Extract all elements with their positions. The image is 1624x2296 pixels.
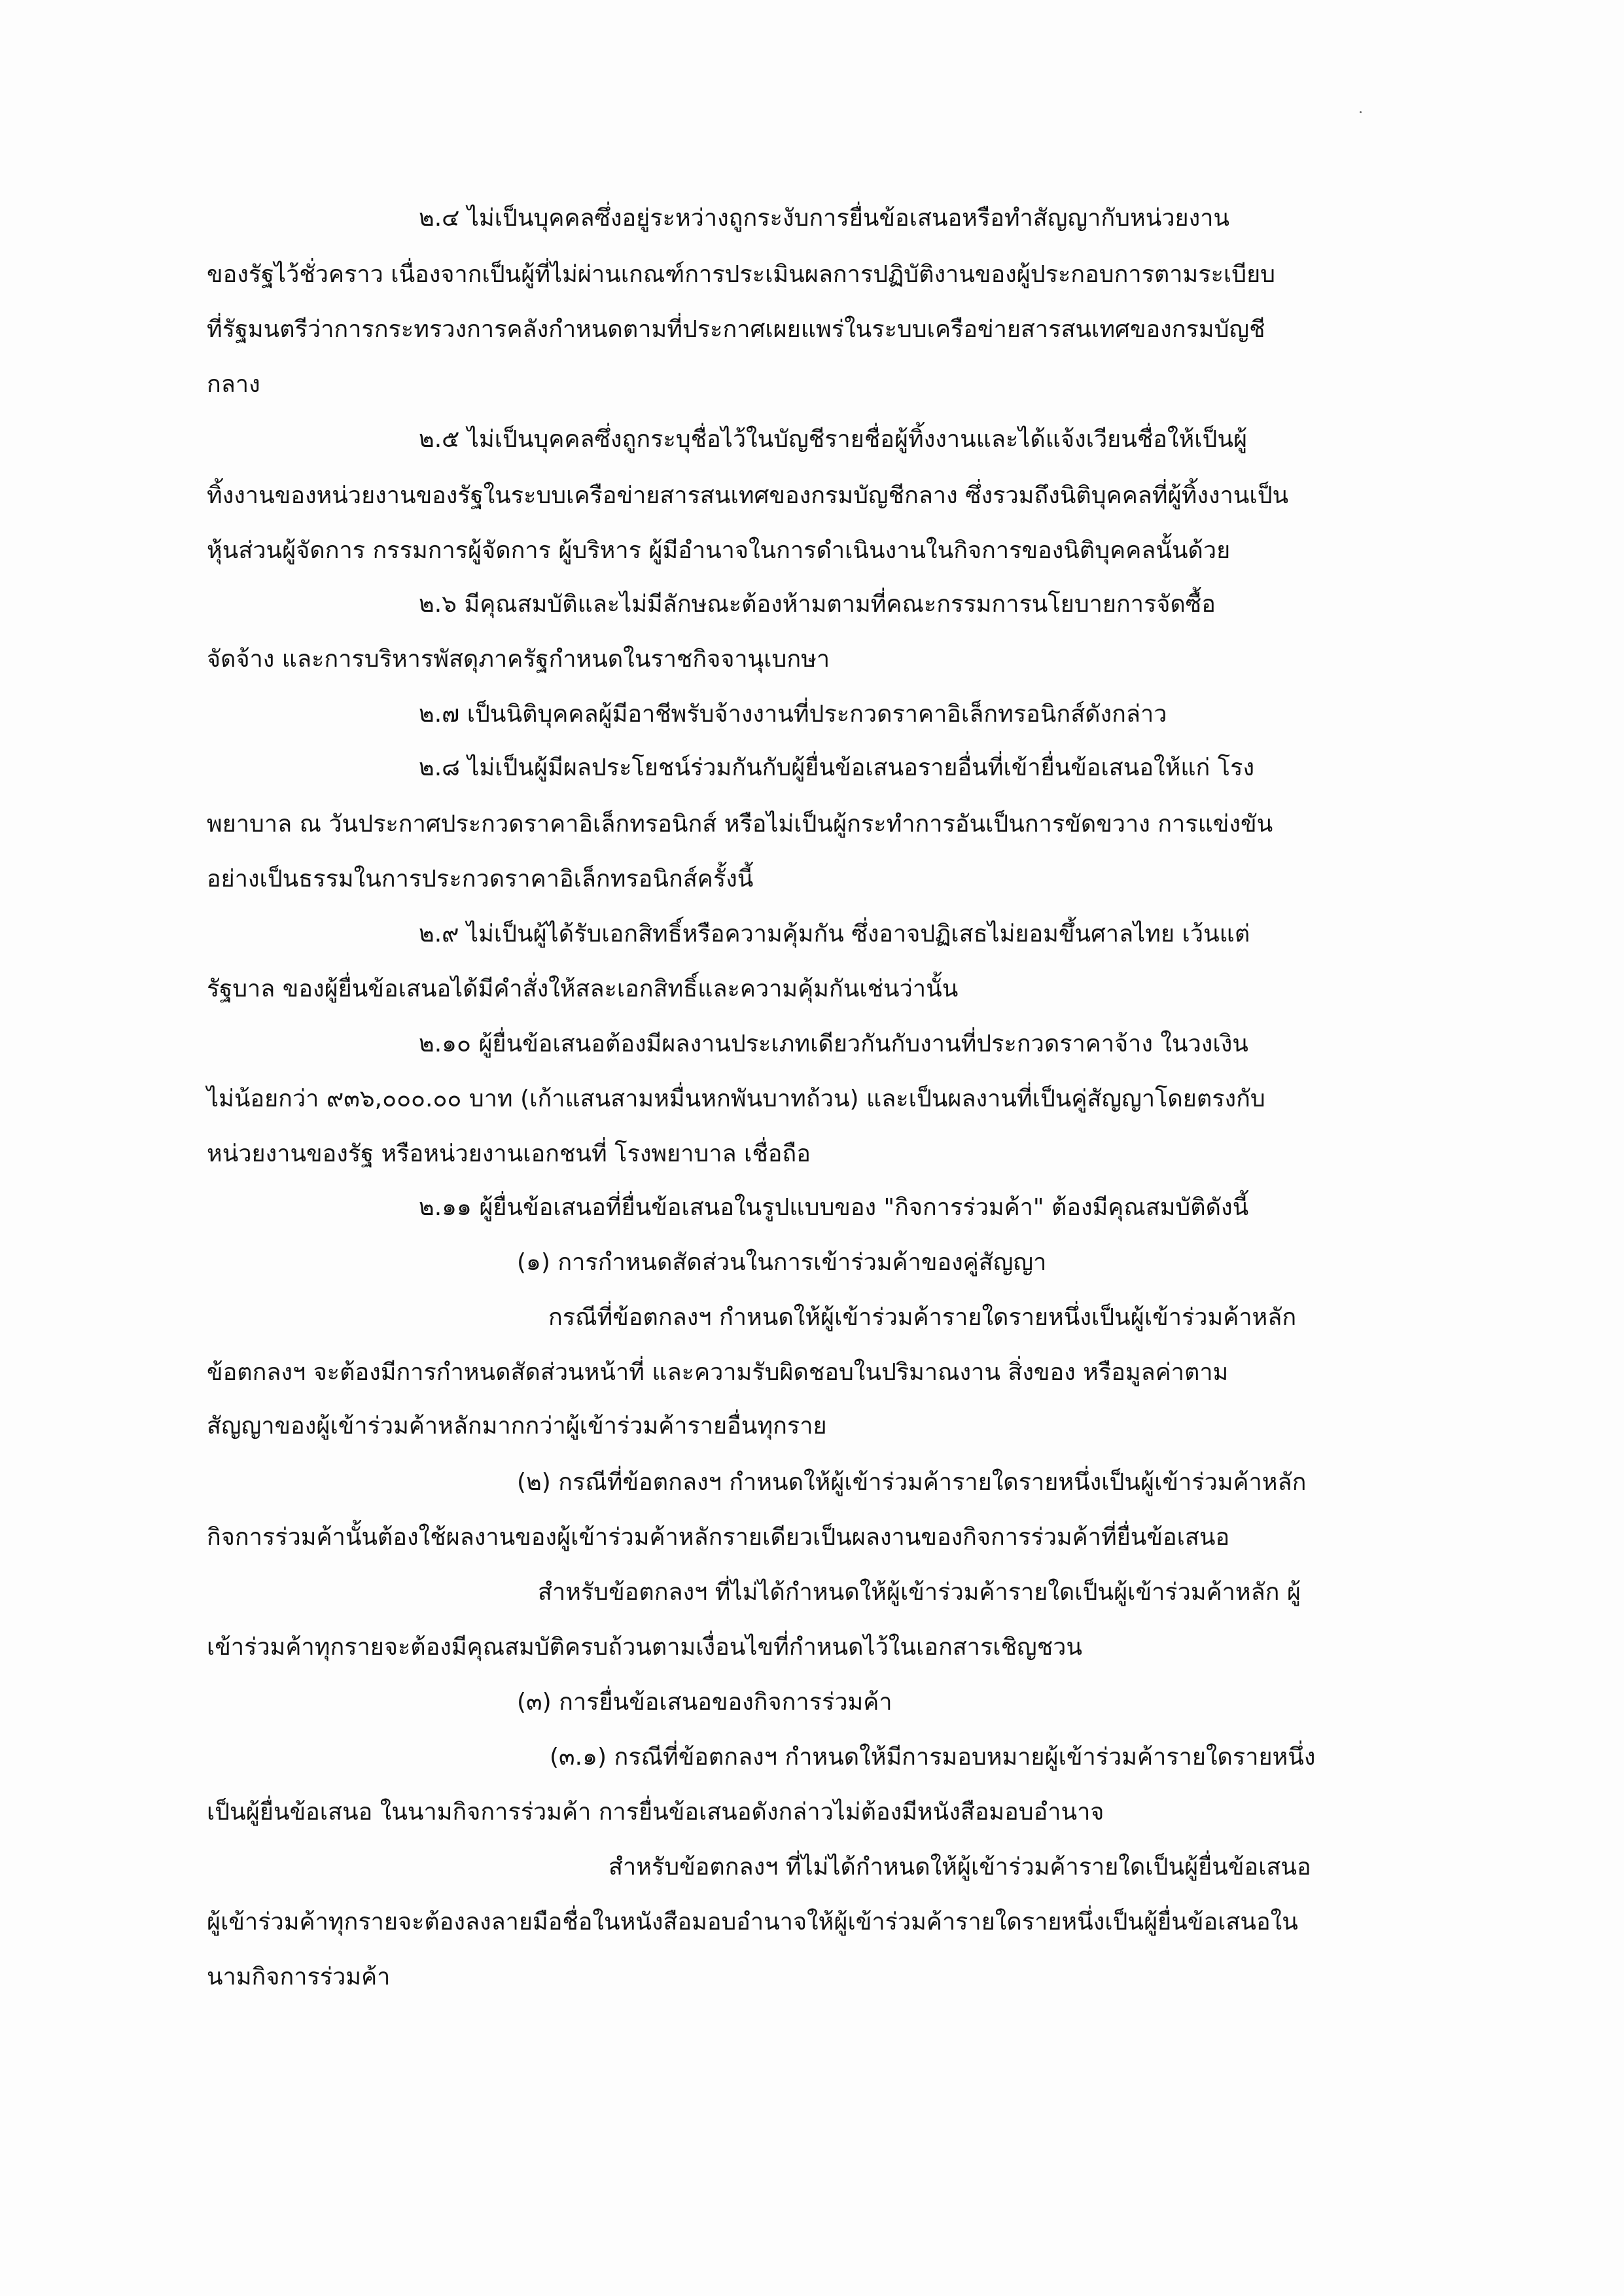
scan-speck bbox=[1360, 111, 1362, 113]
clause-2-11-sub-2-line-4: เข้าร่วมค้าทุกรายจะต้องมีคุณสมบัติครบถ้วนตามเงื่อนไขที่กำหนดไว้ในเอกสารเชิญชวน bbox=[207, 1634, 1082, 1661]
clause-2-11-sub-2-line-2: กิจการร่วมค้านั้นต้องใช้ผลงานของผู้เข้าร่วมค้าหลักรายเดียวเป็นผลงานของกิจการร่วมค้าที่ยื่นข้อเสนอ bbox=[207, 1524, 1230, 1551]
clause-2-11-sub-2-line-3: สำหรับข้อตกลงฯ ที่ไม่ได้กำหนดให้ผู้เข้าร่วมค้ารายใดเป็นผู้เข้าร่วมค้าหลัก ผู้ bbox=[538, 1579, 1301, 1606]
clause-2-8-line-3: อย่างเป็นธรรมในการประกวดราคาอิเล็กทรอนิกส์ครั้งนี้ bbox=[207, 866, 754, 892]
clause-2-11-sub-3-1-line-5: นามกิจการร่วมค้า bbox=[207, 1964, 391, 1990]
clause-2-5-line-3: หุ้นส่วนผู้จัดการ กรรมการผู้จัดการ ผู้บริหาร ผู้มีอำนาจในการดำเนินงานในกิจการของนิติบุคคลนั้นด้วย bbox=[207, 537, 1231, 564]
clause-2-11-sub-3-1-line-3: สำหรับข้อตกลงฯ ที่ไม่ได้กำหนดให้ผู้เข้าร่วมค้ารายใดเป็นผู้ยื่นข้อเสนอ bbox=[609, 1854, 1311, 1881]
clause-2-5-line-1: ๒.๕ ไม่เป็นบุคคลซึ่งถูกระบุชื่อไว้ในบัญชีรายชื่อผู้ทิ้งงานและได้แจ้งเวียนชื่อให้เป็นผู้ bbox=[419, 426, 1248, 453]
clause-2-11-line-1: ๒.๑๑ ผู้ยื่นข้อเสนอที่ยื่นข้อเสนอในรูปแบบของ "กิจการร่วมค้า" ต้องมีคุณสมบัติดังนี้ bbox=[419, 1194, 1249, 1221]
clause-2-10-line-2: ไม่น้อยกว่า ๙๓๖,๐๐๐.๐๐ บาท (เก้าแสนสามหมื่นหกพันบาทถ้วน) และเป็นผลงานที่เป็นคู่สัญญาโดยตรงกับ bbox=[207, 1086, 1265, 1112]
clause-2-4-line-4: กลาง bbox=[207, 371, 260, 398]
clause-2-8-line-2: พยาบาล ณ วันประกาศประกวดราคาอิเล็กทรอนิกส์ หรือไม่เป็นผู้กระทำการอันเป็นการขัดขวาง การแข่งขัน bbox=[207, 811, 1273, 838]
clause-2-11-sub-1-line-2: ข้อตกลงฯ จะต้องมีการกำหนดสัดส่วนหน้าที่ และความรับผิดชอบในปริมาณงาน สิ่งของ หรือมูลค่าตาม bbox=[207, 1359, 1229, 1386]
clause-2-8-line-1: ๒.๘ ไม่เป็นผู้มีผลประโยชน์ร่วมกันกับผู้ยื่นข้อเสนอรายอื่นที่เข้ายื่นข้อเสนอให้แก่ โรง bbox=[419, 754, 1255, 781]
clause-2-11-sub-3-heading: (๓) การยื่นข้อเสนอของกิจการร่วมค้า bbox=[517, 1689, 892, 1716]
clause-2-6-line-2: จัดจ้าง และการบริหารพัสดุภาครัฐกำหนดในราชกิจจานุเบกษา bbox=[207, 646, 830, 673]
clause-2-5-line-2: ทิ้งงานของหน่วยงานของรัฐในระบบเครือข่ายสารสนเทศของกรมบัญชีกลาง ซึ่งรวมถึงนิติบุคคลที่ผู้ทิ้งงานเป็น bbox=[207, 482, 1289, 509]
clause-2-11-sub-1-heading: (๑) การกำหนดสัดส่วนในการเข้าร่วมค้าของคู่สัญญา bbox=[517, 1249, 1047, 1276]
clause-2-11-sub-1-line-3: สัญญาของผู้เข้าร่วมค้าหลักมากกว่าผู้เข้าร่วมค้ารายอื่นทุกราย bbox=[207, 1413, 827, 1439]
clause-2-11-sub-3-1-line-4: ผู้เข้าร่วมค้าทุกรายจะต้องลงลายมือชื่อในหนังสือมอบอำนาจให้ผู้เข้าร่วมค้ารายใดรายหนึ่งเป็นผู้ยื่นข้อเสนอใน bbox=[207, 1909, 1298, 1935]
clause-2-9-line-2: รัฐบาล ของผู้ยื่นข้อเสนอได้มีคำสั่งให้สละเอกสิทธิ์และความคุ้มกันเช่นว่านั้น bbox=[207, 976, 959, 1002]
clause-2-7-line-1: ๒.๗ เป็นนิติบุคคลผู้มีอาชีพรับจ้างงานที่ประกวดราคาอิเล็กทรอนิกส์ดังกล่าว bbox=[419, 701, 1167, 728]
clause-2-4-line-3: ที่รัฐมนตรีว่าการกระทรวงการคลังกำหนดตามที่ประกาศเผยแพร่ในระบบเครือข่ายสารสนเทศของกรมบัญชี bbox=[207, 316, 1265, 343]
clause-2-11-sub-2-line-1: (๒) กรณีที่ข้อตกลงฯ กำหนดให้ผู้เข้าร่วมค้ารายใดรายหนึ่งเป็นผู้เข้าร่วมค้าหลัก bbox=[517, 1469, 1307, 1496]
clause-2-9-line-1: ๒.๙ ไม่เป็นผู้ได้รับเอกสิทธิ์หรือความคุ้มกัน ซึ่งอาจปฏิเสธไม่ยอมขึ้นศาลไทย เว้นแต่ bbox=[419, 921, 1250, 947]
clause-2-10-line-3: หน่วยงานของรัฐ หรือหน่วยงานเอกชนที่ โรงพยาบาล เชื่อถือ bbox=[207, 1140, 811, 1167]
clause-2-4-line-2: ของรัฐไว้ชั่วคราว เนื่องจากเป็นผู้ที่ไม่ผ่านเกณฑ์การประเมินผลการปฏิบัติงานของผู้ประกอบการตามระเบียบ bbox=[207, 261, 1276, 288]
clause-2-10-line-1: ๒.๑๐ ผู้ยื่นข้อเสนอต้องมีผลงานประเภทเดียวกันกับงานที่ประกวดราคาจ้าง ในวงเงิน bbox=[419, 1031, 1248, 1057]
clause-2-11-sub-3-1-line-2: เป็นผู้ยื่นข้อเสนอ ในนามกิจการร่วมค้า การยื่นข้อเสนอดังกล่าวไม่ต้องมีหนังสือมอบอำนาจ bbox=[207, 1799, 1104, 1826]
clause-2-11-sub-1-line-1: กรณีที่ข้อตกลงฯ กำหนดให้ผู้เข้าร่วมค้ารายใดรายหนึ่งเป็นผู้เข้าร่วมค้าหลัก bbox=[548, 1304, 1297, 1331]
clause-2-6-line-1: ๒.๖ มีคุณสมบัติและไม่มีลักษณะต้องห้ามตามที่คณะกรรมการนโยบายการจัดซื้อ bbox=[419, 591, 1216, 618]
clause-2-4-line-1: ๒.๔ ไม่เป็นบุคคลซึ่งอยู่ระหว่างถูกระงับการยื่นข้อเสนอหรือทำสัญญากับหน่วยงาน bbox=[419, 205, 1230, 232]
clause-2-11-sub-3-1-line-1: (๓.๑) กรณีที่ข้อตกลงฯ กำหนดให้มีการมอบหมายผู้เข้าร่วมค้ารายใดรายหนึ่ง bbox=[550, 1744, 1316, 1771]
